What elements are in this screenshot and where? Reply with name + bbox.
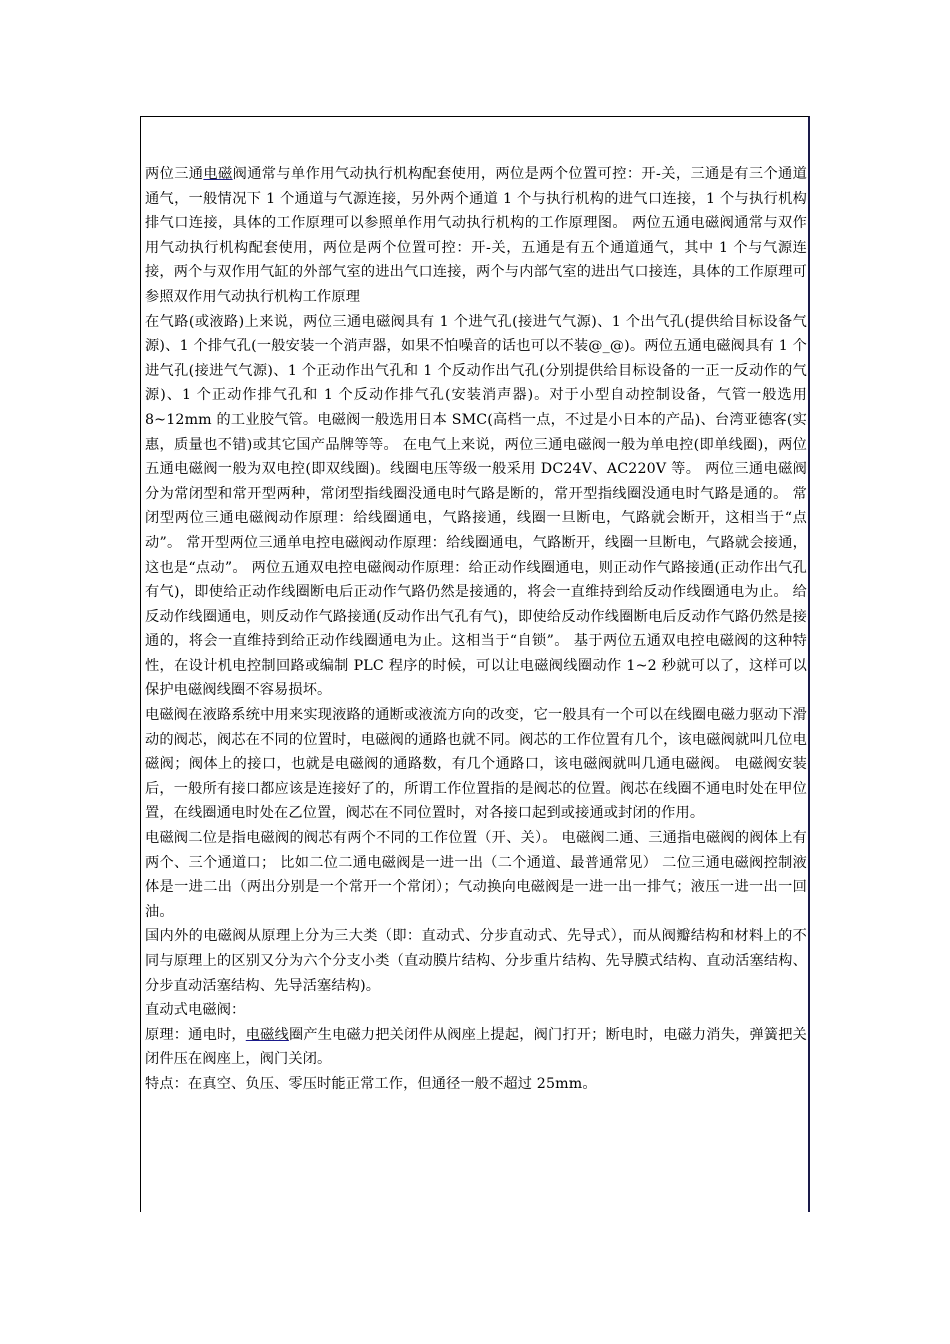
text-segment: 国内外的电磁阀从原理上分为三大类（即：直动式、分步直动式、先导式），而从阀瓣结构和材料上的不同与原理上的区别又分为六个分支小类（直动膜片结构、分步重片结构、先导膜式结构、直动活塞结构、分步直动活塞结构、先导活塞结构)。 [145, 928, 807, 994]
paragraph-positions-ways [145, 826, 807, 924]
electromagnetic-coil-link[interactable]: 电磁线 [245, 1026, 289, 1043]
paragraph-classification [145, 924, 807, 998]
text-segment: 特点：在真空、负压、零压时能正常工作，但通径一般不超过 25mm。 [145, 1075, 597, 1092]
paragraph-two-position-valves [145, 162, 807, 310]
paragraph-direct-acting-heading [145, 998, 807, 1023]
paragraph-principle [145, 1023, 807, 1072]
electromagnetic-link[interactable]: 电磁 [203, 166, 233, 182]
paragraph-liquid-path [145, 703, 807, 826]
document-body [145, 162, 807, 1097]
text-segment: 原理：通电时， [145, 1026, 246, 1043]
text-segment: 电磁阀二位是指电磁阀的阀芯有两个不同的工作位置（开、关）。 电磁阀二通、三通指电磁阀的阀体上有两个、三个通道口； 比如二位二通电磁阀是一进一出（二个通道、最普通常见） 二位三通电磁阀控制液体是一进二出（两出分别是一个常开一个常闭）；气动换向电磁阀是一进一出一排气；液压一进一出一回油。 [145, 830, 807, 920]
paragraph-features [145, 1072, 807, 1097]
text-segment: 电磁阀在液路系统中用来实现液路的通断或液流方向的改变，它一般具有一个可以在线圈电磁力驱动下滑动的阀芯，阀芯在不同的位置时，电磁阀的通路也就不同。阀芯的工作位置有几个，该电磁阀就叫几位电磁阀；阀体上的接口，也就是电磁阀的通路数，有几个通路口，该电磁阀就叫几通电磁阀。 电磁阀安装后，一般所有接口都应该是连接好了的，所谓工作位置指的是阀芯的位置。阀芯在线圈不通电时处在甲位置，在线圈通电时处在乙位置，阀芯在不同位置时，对各接口起到或接通或封闭的作用。 [145, 707, 807, 822]
text-segment: 阀通常与单作用气动执行机构配套使用，两位是两个位置可控：开-关，三通是有三个通道通气，一般情况下 1 个通道与气源连接，另外两个通道 1 个与执行机构的进气口连接，1 个与执行机构排气口连接，具体的工作原理可以参照单作用气动执行机构的工作原理图。 两位五通电磁阀通常与双作用气动执行机构配套使用，两位是两个位置可控：开-关，五通是有五个通道通气，其中 1 个与气源连接，两个与双作用气缸的外部气室的进出气口连接，两个与内部气室的进出气口接连，具体的工作原理可参照双作用气动执行机构工作原理 [145, 166, 807, 305]
paragraph-gas-path-electrical [145, 310, 807, 704]
text-segment: 两位三通 [145, 166, 204, 182]
text-segment: 直动式电磁阀： [145, 1002, 246, 1019]
text-segment: 圈产生电磁力把关闭件从阀座上提起，阀门打开；断电时，电磁力消失，弹簧把关闭件压在阀座上，阀门关闭。 [145, 1026, 807, 1068]
text-segment: 在气路(或液路)上来说，两位三通电磁阀具有 1 个进气孔(接进气气源)、1 个出气孔(提供给目标设备气源)、1 个排气孔(一般安装一个消声器，如果不怕噪音的话也可以不装@_@)。两位五通电磁阀具有 1 个进气孔(接进气气源)、1 个正动作出气孔和 1 个反动作出气孔(分别提供给目标设备的一正一反动作的气源)、1 个正动作排气孔和 1 个反动作排气孔(安装消声器)。对于小型自动控制设备，气管一般选用 8~12mm 的工业胶气管。电磁阀一般选用日本 SMC(高档一点，不过是小日本的产品)、台湾亚德客(实惠，质量也不错)或其它国产品牌等等。 在电气上来说，两位三通电磁阀一般为单电控(即单线圈)，两位五通电磁阀一般为双电控(即双线圈)。线圈电压等级一般采用 DC24V、AC220V 等。 两位三通电磁阀分为常闭型和常开型两种，常闭型指线圈没通电时气路是断的，常开型指线圈没通电时气路是通的。 常闭型两位三通电磁阀动作原理：给线圈通电，气路接通，线圈一旦断电，气路就会断开，这相当于“点动”。 常开型两位三通单电控电磁阀动作原理：给线圈通电，气路断开，线圈一旦断电，气路就会接通，这也是“点动”。 两位五通双电控电磁阀动作原理：给正动作线圈通电，则正动作气路接通(正动作出气孔有气)，即使给正动作线圈断电后正动作气路仍然是接通的，将会一直维持到给反动作线圈通电为止。 给反动作线圈通电，则反动作气路接通(反动作出气孔有气)，即使给反动作线圈断电后反动作气路仍然是接通的，将会一直维持到给正动作线圈通电为止。这相当于“自锁”。 基于两位五通双电控电磁阀的这种特性，在设计机电控制回路或编制 PLC 程序的时候，可以让电磁阀线圈动作 1~2 秒就可以了，这样可以保护电磁阀线圈不容易损坏。 [145, 313, 807, 699]
